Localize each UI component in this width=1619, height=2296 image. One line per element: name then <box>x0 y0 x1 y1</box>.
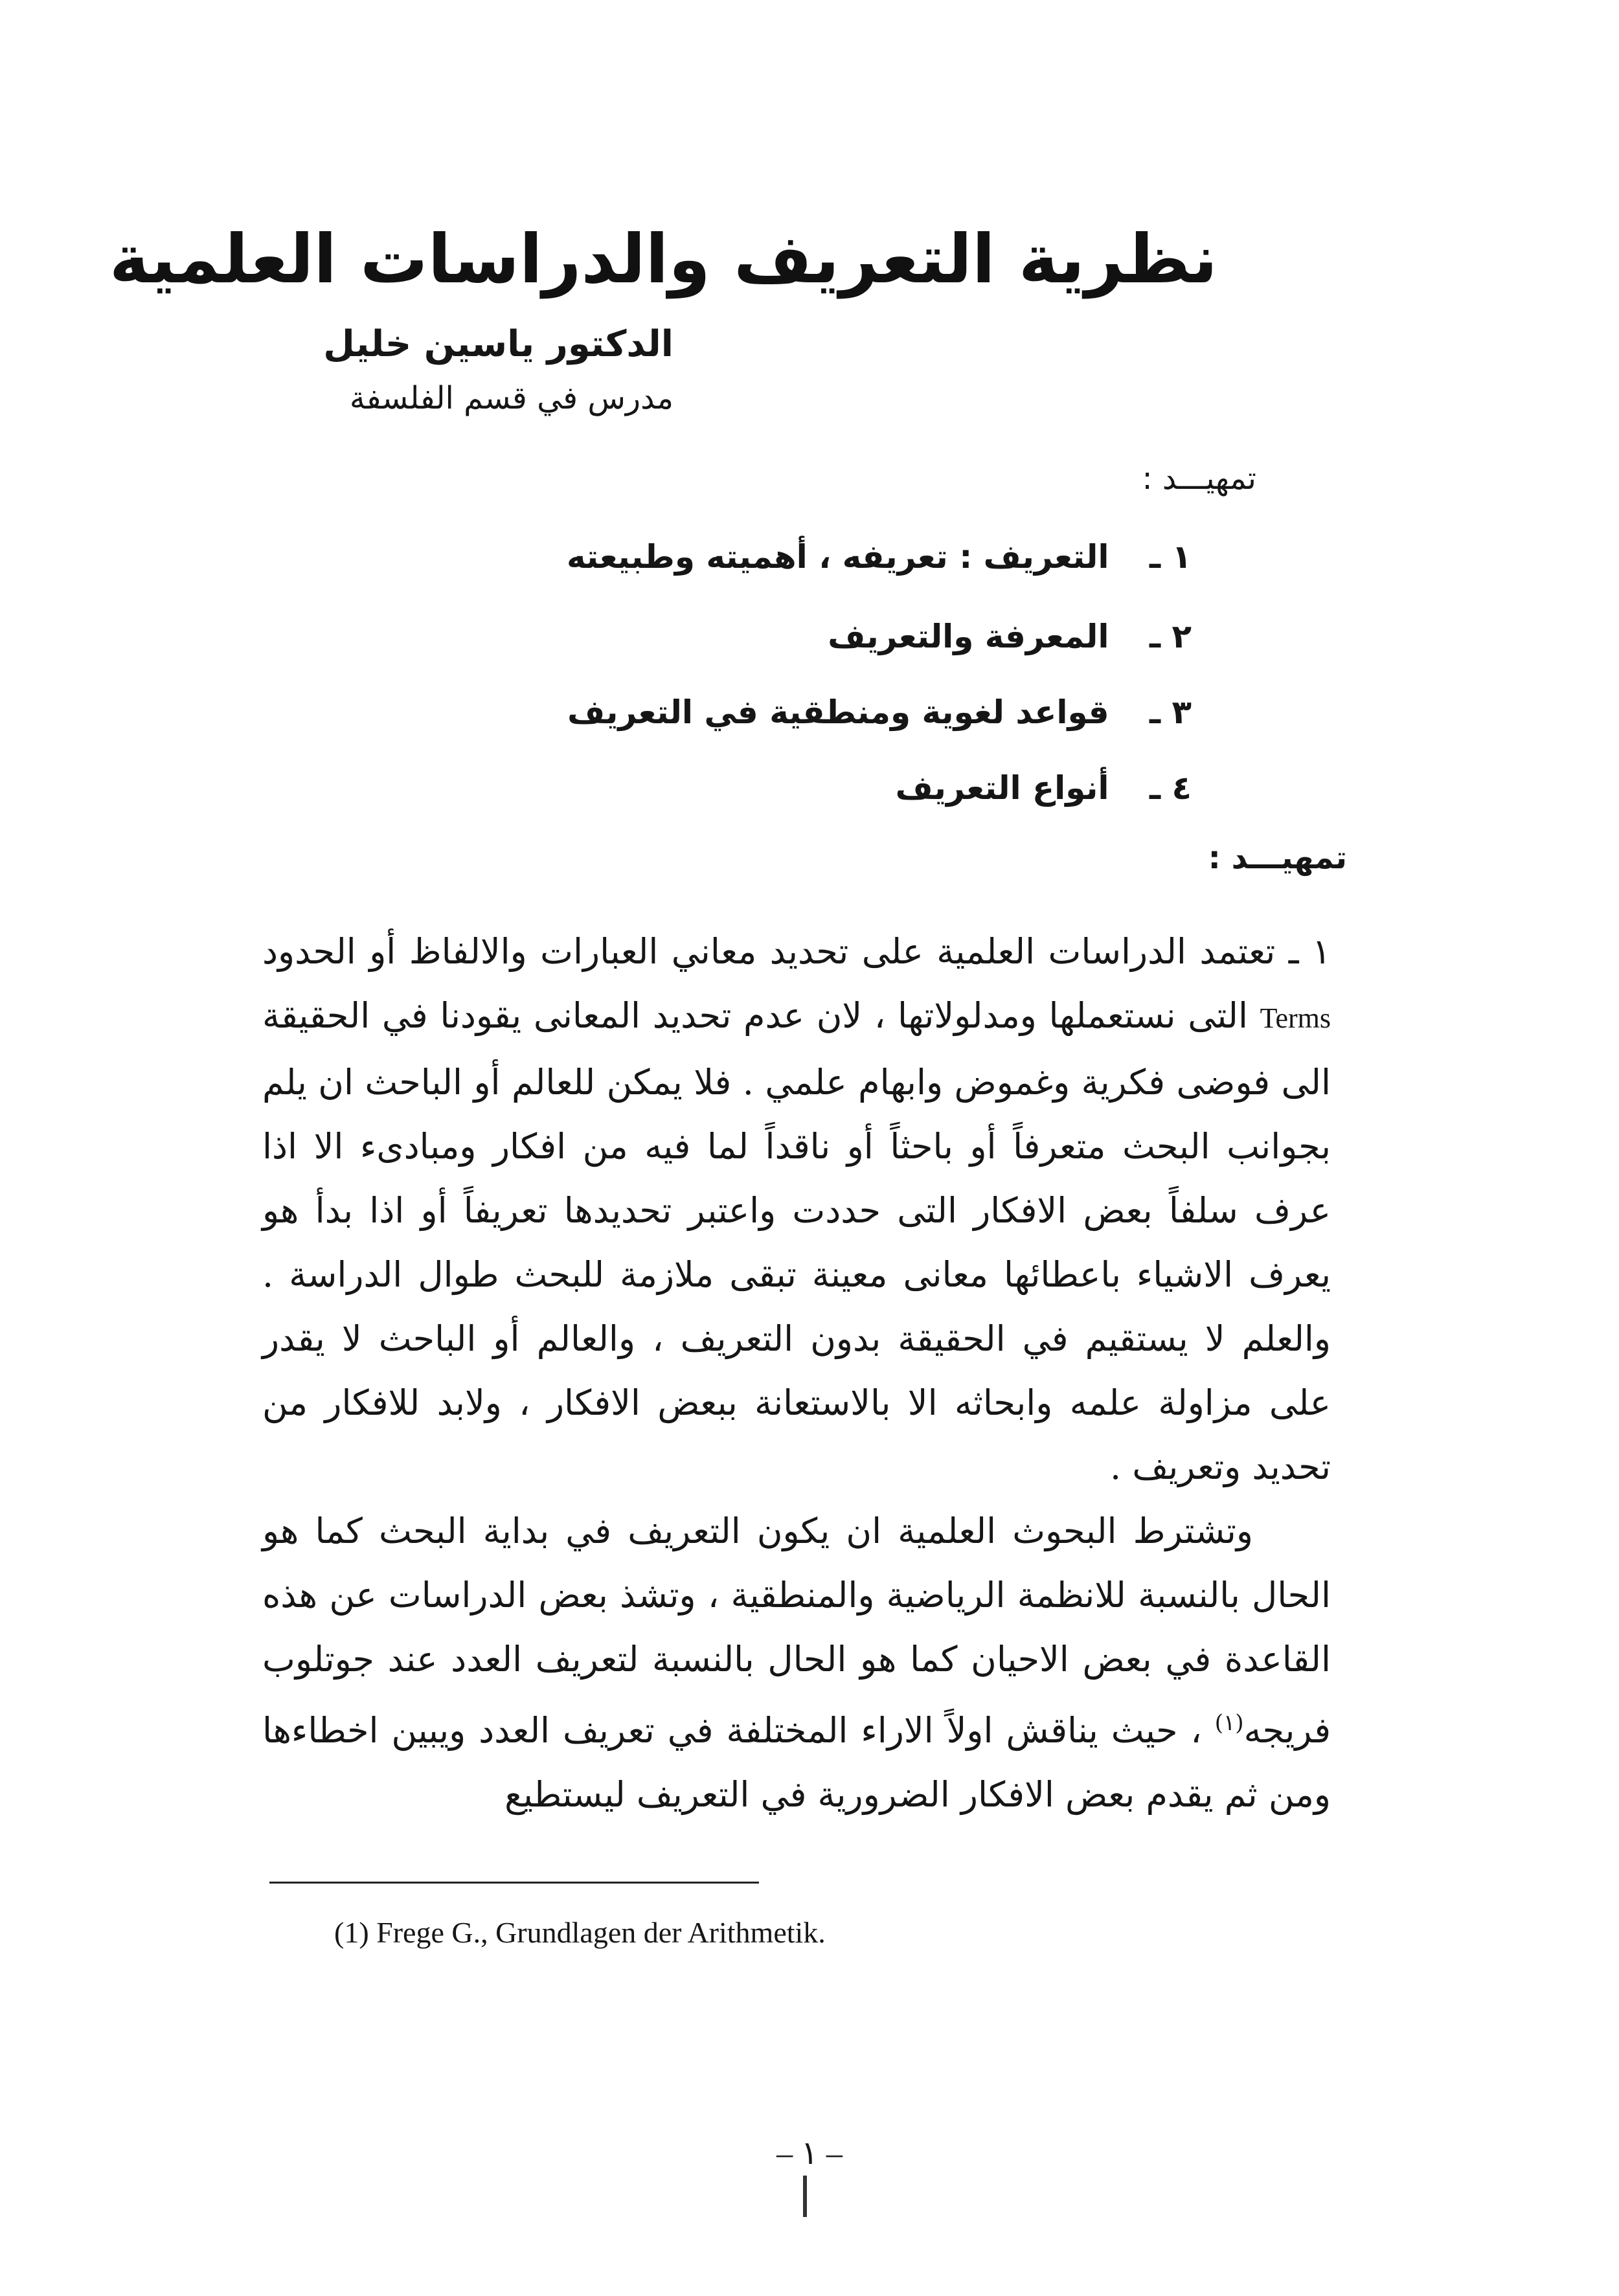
print-mark <box>803 2176 807 2217</box>
outline-item-number: ٤ ـ <box>1149 769 1192 807</box>
footnote-divider <box>269 1882 759 1884</box>
outline-item-text: التعريف : تعريفه ، أهميته وطبيعته <box>566 538 1109 576</box>
author-name: الدكتور ياسين خليل <box>323 323 674 365</box>
author-affiliation: مدرس في قسم الفلسفة <box>349 380 674 416</box>
outline-item <box>453 611 1192 662</box>
english-term: Terms <box>1260 1002 1331 1034</box>
outline-item-text: أنواع التعريف <box>895 769 1109 807</box>
page-number: – ١ – <box>776 2135 843 2171</box>
article-title: نظرية التعريف والدراسات العلمية <box>109 219 1217 298</box>
outline-item-number: ٣ ـ <box>1149 693 1192 731</box>
paragraph <box>262 1499 1331 1827</box>
paragraph-text: ١ ـ تعتمد الدراسات العلمية على تحديد معاني العبارات والالفاظ أو الحدود <box>262 931 1331 972</box>
section-label: تمهيـــد : <box>1208 840 1347 876</box>
outline-item <box>453 531 1192 583</box>
paragraph <box>262 919 1331 1499</box>
paragraph-text: ، حيث يناقش اولاً الاراء المختلفة في تعريف العدد ويبين اخطاءها ومن ثم يقدم بعض الافكار الضرورية في التعريف ليستطيع <box>262 1710 1331 1815</box>
footnote: (1) Frege G., Grundlagen der Arithmetik. <box>334 1916 826 1949</box>
outline-item-number: ١ ـ <box>1149 538 1192 576</box>
outline-item-number: ٢ ـ <box>1149 618 1192 655</box>
body-text <box>262 919 1331 1827</box>
paragraph-text: وتشترط البحوث العلمية ان يكون التعريف في بداية البحث كما هو الحال بالنسبة للانظمة الرياضية والمنطقية ، وتشذ بعض الدراسات عن هذه القاعدة في بعض الاحيان كما هو الحال بالنسبة لتعريف العدد عند جوتلوب فريجه <box>262 1511 1331 1751</box>
footnote-ref: (١) <box>1214 1710 1244 1736</box>
outline-label: تمهيـــد : <box>1142 460 1256 497</box>
paragraph-text: التى نستعملها ومدلولاتها ، لان عدم تحديد المعانى يقودنا في الحقيقة الى فوضى فكرية وغموض وابهام علمي . فلا يمكن للعالم أو الباحث ان يلم بجوانب البحث متعرفاً أو باحثاً أو ناقداً لما فيه من افكار ومبادىء الا اذا عرف سلفاً بعض الافكار التى حددت واعتبر تحديدها تعريفاً أو اذا بدأ هو يعرف الاشياء باعطائها معانى معينة تبقى ملازمة للبحث طوال الدراسة . والعلم لا يستقيم في الحقيقة بدون التعريف ، والعالم أو الباحث لا يقدر على مزاولة علمه وابحاثه الا بالاستعانة ببعض الافكار ، ولابد للافكار من تحديد وتعريف . <box>262 995 1331 1487</box>
outline-item-text: قواعد لغوية ومنطقية في التعريف <box>567 693 1109 731</box>
outline-item-text: المعرفة والتعريف <box>828 618 1109 655</box>
outline-item <box>453 686 1192 738</box>
outline-item <box>453 762 1192 814</box>
